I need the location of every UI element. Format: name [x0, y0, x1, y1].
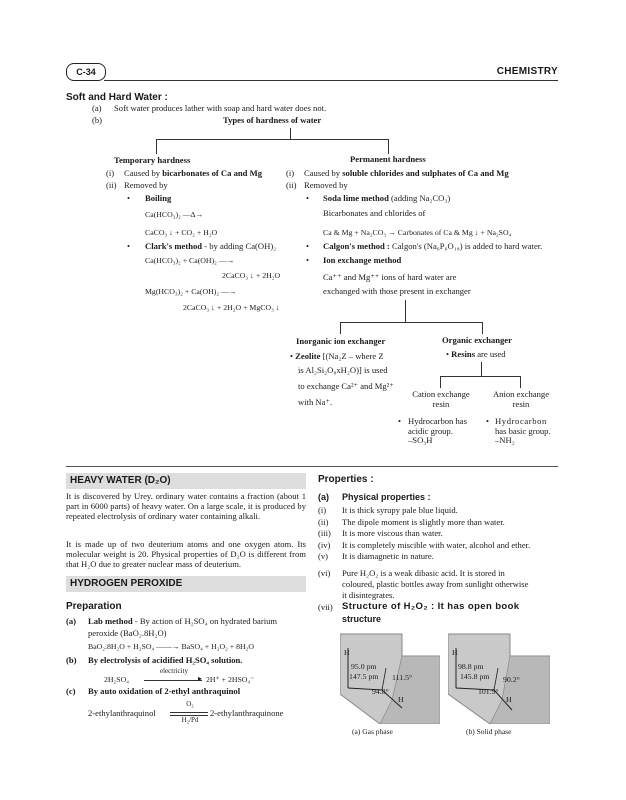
prop-item-number: (v) — [318, 551, 329, 562]
tree-connector — [388, 139, 389, 154]
bullet-icon: • — [306, 193, 310, 203]
temp-ii-text: Removed by — [124, 180, 168, 190]
preparation-title: Preparation — [66, 601, 122, 612]
temporary-hardness-title: Temporary hardness — [114, 155, 191, 165]
zeolite-line-2: is Al₂Si₂O₈xH₂O)] is used — [298, 365, 388, 375]
item-a-label: (a) — [92, 103, 102, 113]
solid-oh-length: 98.8 pm — [458, 662, 484, 671]
physical-properties-title: Physical properties : — [342, 492, 431, 502]
header-rule — [104, 80, 558, 81]
hydrogen-peroxide-title: HYDROGEN PEROXIDE — [66, 576, 306, 592]
organic-exchanger-title: Organic exchanger — [442, 335, 512, 345]
temp-i-label: (i) — [106, 168, 115, 178]
anion-description: Hydrocarbon has basic group. –NH₂ — [495, 416, 551, 446]
auto-oxidation-title: By auto oxidation of 2-ethyl anthraquinol — [88, 686, 241, 696]
prop-vi-line-2: coloured, plastic bottles away from sunlight otherwise — [342, 579, 529, 589]
gas-phase-caption: (a) Gas phase — [352, 727, 393, 736]
properties-title: Properties : — [318, 474, 374, 485]
tree-connector — [405, 300, 406, 322]
equation-2: CaCO₃ ↓ + CO₂ + H₂O — [145, 228, 218, 237]
prop-vi-line-3: it disintegrates. — [342, 590, 395, 600]
heavy-water-paragraph-2: It is made up of two deuterium atoms and one oxygen atom. Its molecular weight is 20. Physical properties of D₂O is different from that H₂O due to greater nuclear mass of deuterium. — [66, 539, 306, 570]
bullet-icon: • — [127, 193, 131, 203]
prep-c-label: (c) — [66, 686, 76, 696]
equation-3: Ca(HCO₃)₂ + Ca(OH)₂ —→ — [145, 256, 235, 265]
perm-i-label: (i) — [286, 168, 295, 178]
prop-item-text: It is diamagnetic in nature. — [342, 551, 434, 562]
gas-bond-angle: 94.8° — [372, 687, 389, 696]
item-b-label: (b) — [92, 115, 103, 125]
solid-phase-caption: (b) Solid phase — [466, 727, 512, 736]
equation-1: Ca(HCO₃)₂ —Δ→ — [145, 210, 204, 219]
electrolysis-eq-right: 2H⁺ + 2HSO₄⁻ — [206, 675, 255, 684]
equation-4: 2CaCO₃ ↓ + 2H₂O — [222, 271, 281, 280]
physical-properties-label: (a) — [318, 492, 329, 502]
resins-line: • Resins are used — [446, 349, 506, 359]
temp-i-text: Caused by bicarbonates of Ca and Mg — [124, 168, 262, 178]
tree-connector — [340, 322, 482, 323]
prop-vii-line-2: structure — [342, 614, 382, 624]
equation-6: 2CaCO₃ ↓ + 2H₂O + MgCO₃ ↓ — [183, 303, 280, 312]
heavy-water-title: HEAVY WATER (D₂O) — [66, 473, 306, 489]
solid-bond-angle: 101.9° — [478, 687, 499, 696]
equation-5: Mg(HCO₃)₂ + Ca(OH)₂ —→ — [145, 287, 237, 296]
lab-method-line-2: peroxide (BaO₂.8H₂O) — [88, 628, 167, 638]
temp-ii-label: (ii) — [106, 180, 117, 190]
prop-item-text: The dipole moment is slightly more than water. — [342, 516, 505, 527]
solid-h-top: H — [452, 648, 458, 657]
ion-exchange-title: Ion exchange method — [323, 255, 402, 265]
anthraquinol-label: 2-ethylanthraquinol — [88, 708, 156, 718]
prop-vii-label: (vii) — [318, 602, 333, 612]
gas-oh-length: 95.0 pm — [351, 662, 377, 671]
prop-item-number: (ii) — [318, 516, 329, 527]
prop-item-number: (i) — [318, 505, 327, 515]
bullet-icon: • — [306, 255, 310, 265]
tree-connector — [440, 376, 441, 388]
cation-exchange-label: Cation exchange resin — [412, 389, 470, 409]
ion-exchange-text-2: exchanged with those present in exchanger — [323, 286, 471, 296]
tree-connector — [520, 376, 521, 388]
bullet-icon: • — [127, 241, 131, 251]
subject-title: CHEMISTRY — [496, 66, 558, 77]
lab-method: Lab method - By action of H₂SO₄ on hydrated barium — [88, 616, 278, 626]
anion-bullet: • — [486, 416, 490, 426]
gas-h-top: H — [344, 648, 350, 657]
prop-item-text: It is completely miscible with water, alcohol and ether. — [342, 539, 531, 550]
item-a-text: Soft water produces lather with soap and hard water does not. — [114, 103, 327, 113]
tree-connector — [156, 139, 388, 140]
soft-hard-title: Soft and Hard Water : — [66, 92, 168, 103]
boiling-label: Boiling — [145, 193, 172, 203]
permanent-hardness-title: Permanent hardness — [350, 154, 426, 164]
page-number: C-34 — [66, 63, 106, 81]
soda-text-2: Bicarbonates and chlorides of — [323, 208, 426, 218]
gas-oo-length: 147.5 pm — [349, 672, 379, 681]
tree-connector — [440, 376, 520, 377]
cation-bullet: • — [398, 416, 402, 426]
oxidation-condition-bottom: H₂/Pd — [181, 716, 199, 724]
tree-connector — [290, 128, 291, 139]
reaction-arrow — [170, 712, 208, 713]
tree-title: Types of hardness of water — [223, 115, 322, 125]
tree-connector — [156, 139, 157, 154]
prop-vii-line-1: Structure of H₂O₂ : It has open book — [342, 601, 520, 612]
electrolysis-eq-condition: electricity — [160, 667, 188, 675]
reaction-arrow — [144, 680, 202, 681]
ion-exchange-text-1: Ca⁺⁺ and Mg⁺⁺ ions of hard water are — [323, 272, 457, 282]
prop-item-number: (iii) — [318, 528, 331, 539]
prop-vi-label: (vi) — [318, 568, 331, 578]
lab-equation: BaO₂.8H₂O + H₂SO₄ ——→ BaSO₄ + H₂O₂ + 8H₂O — [88, 642, 254, 651]
prop-item-number: (iv) — [318, 539, 331, 550]
prep-b-label: (b) — [66, 655, 77, 665]
tree-connector — [340, 322, 341, 334]
section-divider — [66, 466, 558, 467]
soda-lime-method: Soda lime method (adding Na₂CO₃) — [323, 193, 451, 203]
zeolite-line-3: to exchange Ca²⁺ and Mg²⁺ — [298, 381, 394, 391]
prep-a-label: (a) — [66, 616, 77, 626]
prop-vi-line-1: Pure H₂O₂ is a weak dibasic acid. It is stored in — [342, 568, 505, 578]
inorganic-exchanger-title: Inorganic ion exchanger — [296, 336, 386, 346]
anthraquinone-label: 2-ethylanthraquinone — [210, 708, 284, 718]
arrow-head-icon: ▸ — [198, 674, 203, 683]
prop-item-text: It is thick syrupy pale blue liquid. — [342, 505, 458, 515]
soda-equation: Ca & Mg + Na₂CO₃ → Carbonates of Ca & Mg ↓ + Na₂SO₄ — [323, 228, 512, 237]
solid-dihedral-angle: 90.2° — [503, 675, 520, 684]
tree-connector — [481, 362, 482, 376]
bullet-icon: • — [306, 241, 310, 251]
electrolysis-title: By electrolysis of acidified H₂SO₄ solution. — [88, 655, 243, 665]
solid-h-bottom: H — [506, 695, 512, 704]
perm-ii-label: (ii) — [286, 180, 297, 190]
cation-description: Hydrocarbon has acidic group. –SO₃H — [408, 416, 467, 446]
clark-method: Clark's method - by adding Ca(OH)₂ — [145, 241, 277, 251]
electrolysis-eq-left: 2H₂SO₄ — [104, 675, 129, 684]
zeolite-line-4: with Na⁺. — [298, 397, 333, 407]
perm-i-text: Caused by soluble chlorides and sulphates of Ca and Mg — [304, 168, 509, 178]
zeolite-line-1: • Zeolite [(Na₂Z – where Z — [290, 351, 384, 361]
anion-exchange-label: Anion exchange resin — [492, 389, 550, 409]
heavy-water-paragraph-1: It is discovered by Urey. ordinary water contains a fraction (about 1 part in 6000 parts) of heavy water. On a large scale, it is produced by repeated electrolysis of ordinary water containing alkali. — [66, 491, 306, 522]
oxidation-condition-top: O₂ — [186, 700, 194, 708]
solid-oo-length: 145.8 pm — [460, 672, 490, 681]
prop-item-text: It is more viscous than water. — [342, 528, 443, 539]
gas-dihedral-angle: 111.5° — [392, 673, 413, 682]
perm-ii-text: Removed by — [304, 180, 348, 190]
calgon-method: Calgon's method : Calgon's (Na₆P₆O₁₈) is added to hard water. — [323, 241, 543, 251]
gas-h-bottom: H — [398, 695, 404, 704]
tree-connector — [482, 322, 483, 334]
